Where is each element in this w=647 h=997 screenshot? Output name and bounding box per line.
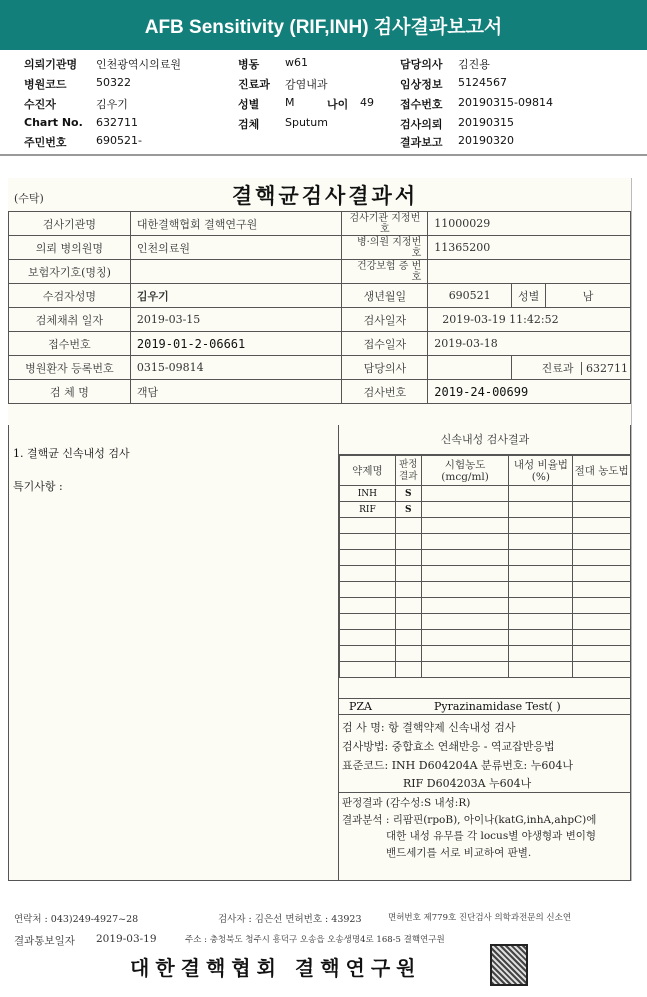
value-cell	[421, 662, 509, 678]
result-line: 대한 내성 유무를 각 locus별 야생형과 변이형	[386, 830, 597, 842]
chart-value: 632711	[96, 116, 138, 129]
reg-value: 0315-09814	[130, 356, 342, 380]
col-result: 판정 결과	[395, 456, 421, 486]
test-no-label: 검사번호	[342, 380, 428, 404]
footer-notify-date: 2019-03-19	[96, 933, 157, 945]
org-value: 대한결핵협회 결핵연구원	[130, 212, 342, 236]
table-row	[340, 582, 631, 598]
result-cell	[395, 534, 421, 550]
table-row	[9, 212, 631, 236]
method-block	[339, 715, 631, 793]
receipt-doc-value: 2019-01-2-06661	[130, 332, 342, 356]
test-date-value: 2019-03-19 11:42:52	[428, 308, 631, 332]
req-label: 의뢰 병의원명	[9, 236, 131, 260]
req-code-value: 11365200	[428, 236, 631, 260]
table-row	[340, 502, 631, 518]
table-row	[340, 646, 631, 662]
value-cell	[509, 582, 573, 598]
name-label: 수검자성명	[9, 284, 131, 308]
result-block	[339, 793, 631, 881]
specimen-doc-value: 객담	[130, 380, 342, 404]
value-cell	[421, 646, 509, 662]
age-label: 나이	[327, 98, 349, 111]
value-cell	[421, 518, 509, 534]
col-concentration: 시험농도 (mcg/ml)	[421, 456, 509, 486]
value-cell	[509, 502, 573, 518]
susceptibility-title: 신속내성 검사결과	[339, 425, 631, 455]
value-cell	[573, 566, 631, 582]
table-row	[340, 486, 631, 502]
value-cell	[573, 486, 631, 502]
receipt-value: 20190315-09814	[458, 96, 553, 109]
doctor-doc-label: 담당의사	[342, 356, 428, 380]
method-line: 표준코드: INH D604204A 분류번호: 누604나	[342, 759, 573, 772]
result-cell	[395, 598, 421, 614]
sex-doc-value: 남	[546, 284, 631, 308]
value-cell	[509, 534, 573, 550]
req-value: 인천의료원	[130, 236, 342, 260]
health-label: 건강보험 증 번 호	[342, 260, 428, 284]
table-row	[340, 550, 631, 566]
resident-value: 690521-	[96, 134, 142, 147]
doctor-label: 담당의사	[400, 58, 443, 71]
test-date-label: 검사일자	[342, 308, 428, 332]
receipt-date-value: 2019-03-18	[428, 332, 631, 356]
hospital-code-label: 병원코드	[24, 78, 67, 91]
receipt-label: 접수번호	[400, 98, 443, 111]
result-line: 결과분석 : 리팜핀(rpoB), 아이나(katG,inhA,ahpC)에	[342, 814, 597, 826]
value-cell	[573, 614, 631, 630]
value-cell	[509, 662, 573, 678]
specimen-value: Sputum	[285, 116, 328, 129]
receipt-doc-label: 접수번호	[9, 332, 131, 356]
footer-tester: 검사자 : 김은선 면허번호 : 43923	[218, 914, 362, 925]
sex-doc-label: 성별	[512, 284, 546, 308]
table-header-row	[340, 456, 631, 486]
table-row	[340, 662, 631, 678]
table-row	[9, 284, 631, 308]
drug-cell	[340, 614, 396, 630]
lower-left-panel	[8, 425, 339, 881]
footer-notify-label: 결과통보일자	[14, 935, 75, 947]
report-title: AFB Sensitivity (RIF,INH) 검사결과보고서	[0, 0, 647, 50]
document-tag: (수탁)	[14, 192, 44, 205]
method-line: 검사방법: 중합효소 연쇄반응 - 역교잡반응법	[342, 740, 555, 753]
org-code-value: 11000029	[428, 212, 631, 236]
table-row	[9, 332, 631, 356]
result-cell	[395, 646, 421, 662]
col-drug: 약제명	[340, 456, 396, 486]
value-cell	[509, 646, 573, 662]
result-cell	[395, 566, 421, 582]
org-label: 검사기관명	[9, 212, 131, 236]
resident-label: 주민번호	[24, 136, 67, 149]
value-cell	[421, 598, 509, 614]
value-cell	[509, 614, 573, 630]
dept-label: 진료과	[238, 78, 270, 91]
report-date-value: 20190320	[458, 134, 514, 147]
value-cell	[421, 502, 509, 518]
report-date-label: 결과보고	[400, 136, 443, 149]
drug-cell	[340, 550, 396, 566]
hospital-code-value: 50322	[96, 76, 131, 89]
doctor-value: 김진용	[458, 58, 490, 71]
drug-cell	[340, 662, 396, 678]
drug-cell: INH	[340, 486, 396, 502]
dept-doc-value: 632711	[581, 362, 628, 375]
value-cell	[573, 598, 631, 614]
test-item: 1. 결핵균 신속내성 검사	[13, 447, 130, 460]
table-row	[340, 534, 631, 550]
doctor-doc-value	[428, 356, 512, 380]
pza-label: PZA	[349, 700, 372, 713]
specimen-doc-label: 검 체 명	[9, 380, 131, 404]
collect-label: 검체채취 일자	[9, 308, 131, 332]
info-table	[8, 211, 631, 404]
value-cell	[421, 566, 509, 582]
susceptibility-table	[339, 455, 631, 678]
footer-license: 면허번호 제779호 진단검사 의학과전문의 신소연	[388, 913, 572, 923]
birth-label: 생년월일	[342, 284, 428, 308]
table-row	[9, 236, 631, 260]
table-row	[340, 614, 631, 630]
dept-value: 감염내과	[285, 78, 328, 91]
table-row	[9, 260, 631, 284]
value-cell	[509, 518, 573, 534]
result-line: 밴드세기를 서로 비교하여 판별.	[386, 847, 532, 859]
patient-value: 김우기	[96, 98, 128, 111]
dept-doc-label: 진료과	[541, 361, 574, 375]
receipt-date-label: 접수일자	[342, 332, 428, 356]
drug-cell	[340, 630, 396, 646]
value-cell	[421, 550, 509, 566]
result-cell	[395, 630, 421, 646]
result-cell	[395, 550, 421, 566]
value-cell	[509, 486, 573, 502]
remarks-label: 특기사항 :	[13, 480, 63, 493]
clinical-value: 5124567	[458, 76, 507, 89]
value-cell	[573, 630, 631, 646]
result-cell	[395, 518, 421, 534]
table-row	[9, 380, 631, 404]
drug-cell	[340, 582, 396, 598]
value-cell	[509, 550, 573, 566]
sex-label: 성별	[238, 98, 260, 111]
value-cell	[573, 518, 631, 534]
pza-text: Pyrazinamidase Test( )	[434, 700, 561, 713]
ward-value: w61	[285, 56, 308, 69]
value-cell	[509, 630, 573, 646]
insured-value	[130, 260, 342, 284]
result-cell	[395, 614, 421, 630]
age-value: 49	[360, 96, 374, 109]
document-title: 결핵균검사결과서	[231, 183, 419, 208]
method-line: 검 사 명: 항 결핵약제 신속내성 검사	[342, 721, 516, 734]
result-cell	[395, 662, 421, 678]
header-divider	[0, 154, 647, 156]
value-cell	[509, 598, 573, 614]
drug-cell	[340, 566, 396, 582]
result-line: 판정결과 (감수성:S 내성:R)	[342, 797, 471, 809]
drug-cell	[340, 598, 396, 614]
col-absolute: 절대 농도법	[573, 456, 631, 486]
footer-contact: 연락처 : 043)249-4927~28	[14, 914, 139, 925]
result-cell: S	[395, 502, 421, 518]
req-code-label: 병·의원 지정번호	[342, 236, 428, 260]
dept-doc-cell	[512, 356, 631, 380]
issuing-org: 대한결핵협회 결핵연구원	[130, 956, 422, 980]
value-cell	[421, 486, 509, 502]
name-value: 김우기	[130, 284, 342, 308]
value-cell	[573, 502, 631, 518]
table-row	[340, 566, 631, 582]
hospital-label: 의뢰기관명	[24, 58, 78, 71]
hospital-value: 인천광역시의료원	[96, 58, 182, 71]
value-cell	[573, 582, 631, 598]
value-cell	[573, 646, 631, 662]
value-cell	[509, 566, 573, 582]
value-cell	[421, 534, 509, 550]
report-header	[0, 50, 647, 154]
official-seal	[490, 944, 528, 986]
reg-label: 병원환자 등록번호	[9, 356, 131, 380]
table-row	[340, 630, 631, 646]
sex-value: M	[285, 96, 295, 109]
health-value	[428, 260, 631, 284]
value-cell	[421, 630, 509, 646]
clinical-label: 임상정보	[400, 78, 443, 91]
value-cell	[421, 614, 509, 630]
table-row	[340, 518, 631, 534]
value-cell	[573, 534, 631, 550]
method-line: RIF D604203A 누604나	[403, 777, 532, 790]
value-cell	[573, 662, 631, 678]
pza-row	[339, 698, 631, 715]
drug-cell	[340, 646, 396, 662]
collect-value: 2019-03-15	[130, 308, 342, 332]
test-no-value: 2019-24-00699	[428, 380, 631, 404]
patient-label: 수진자	[24, 98, 56, 111]
table-row	[340, 598, 631, 614]
table-row	[9, 308, 631, 332]
request-label: 검사의뢰	[400, 118, 443, 131]
value-cell	[573, 550, 631, 566]
result-cell: S	[395, 486, 421, 502]
drug-cell	[340, 534, 396, 550]
footer-address: 주소 : 충청북도 청주시 흥덕구 오송읍 오송생명4로 168-5 결핵연구원	[185, 935, 445, 945]
insured-label: 보험자기호(명칭)	[9, 260, 131, 284]
ward-label: 병동	[238, 58, 260, 71]
result-cell	[395, 582, 421, 598]
request-value: 20190315	[458, 116, 514, 129]
drug-cell	[340, 518, 396, 534]
value-cell	[421, 582, 509, 598]
chart-label: Chart No.	[24, 116, 83, 129]
org-code-label: 검사기관 지정번호	[342, 212, 428, 236]
birth-value: 690521	[428, 284, 512, 308]
drug-cell: RIF	[340, 502, 396, 518]
table-row	[9, 356, 631, 380]
specimen-label: 검체	[238, 118, 260, 131]
col-proportion: 내성 비율법(%)	[509, 456, 573, 486]
